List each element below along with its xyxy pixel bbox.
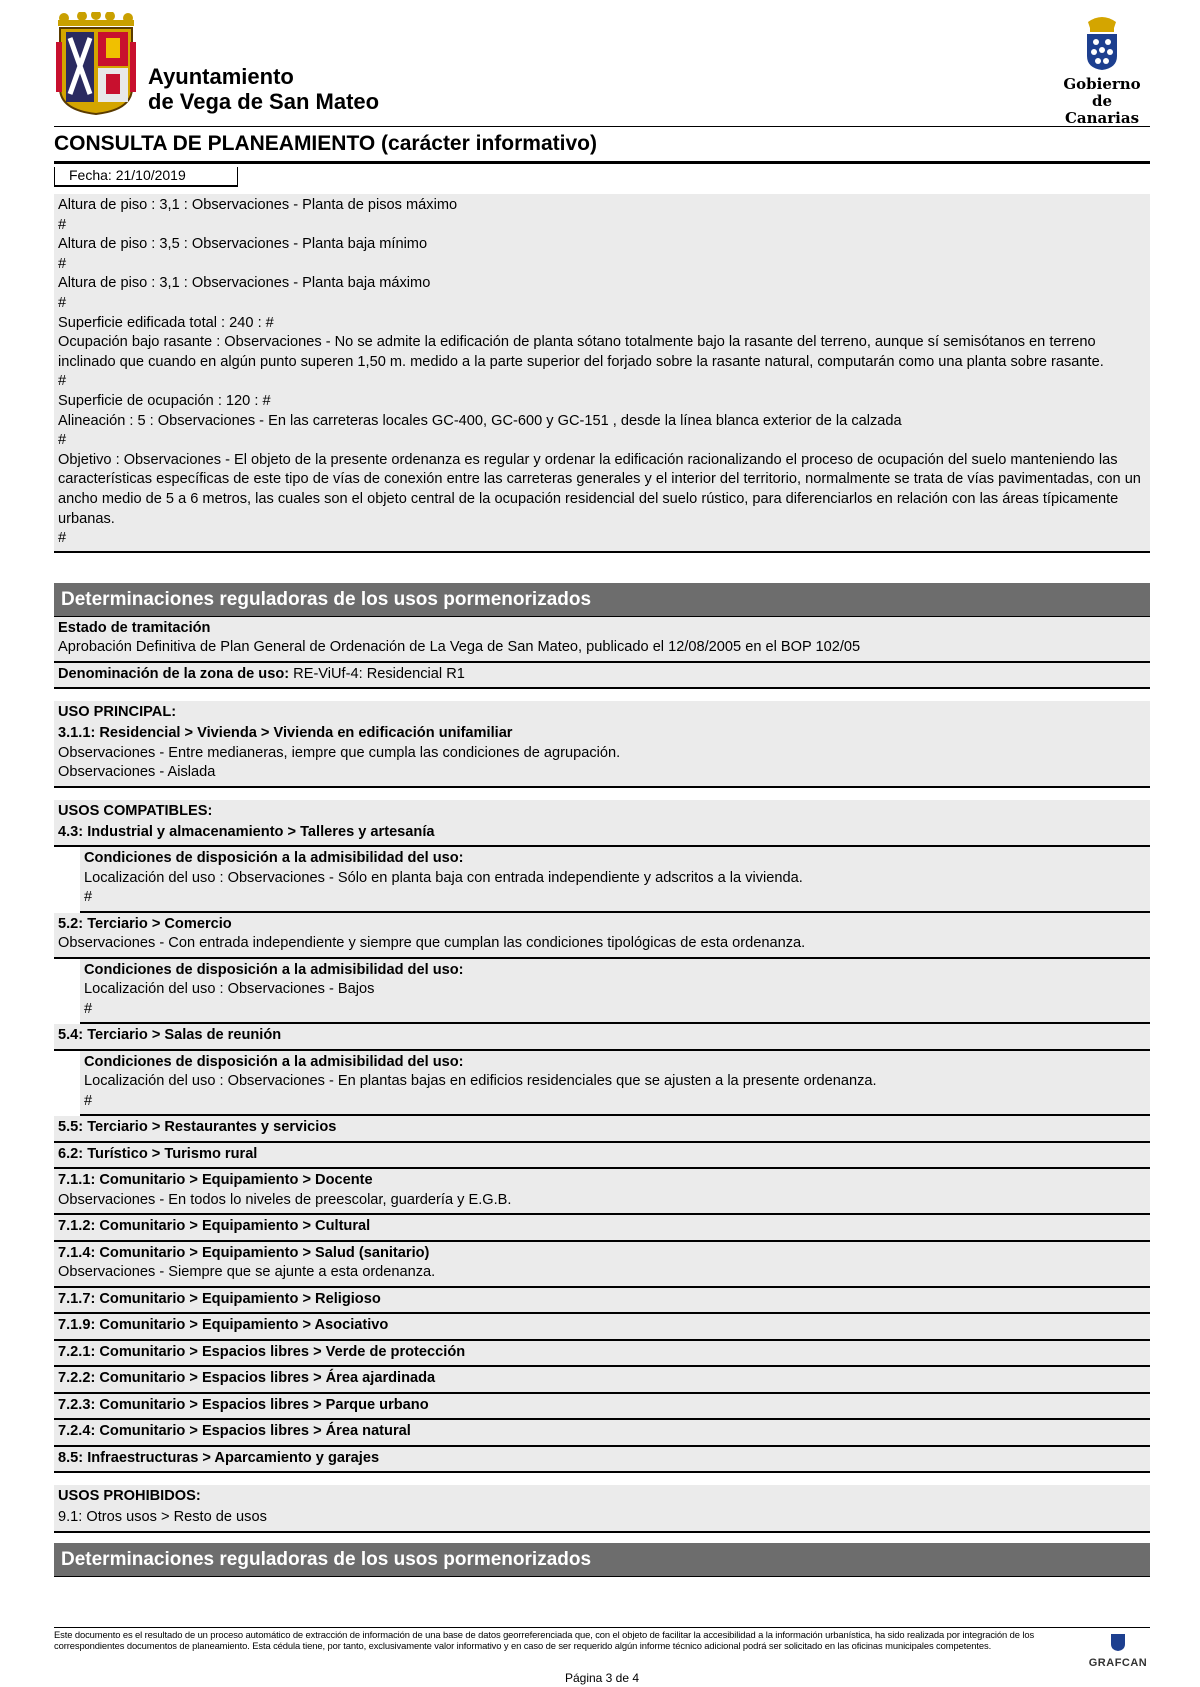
param-line: # — [58, 373, 67, 390]
uso-item — [54, 1169, 1150, 1215]
param-line: Ocupación bajo rasante : Observaciones - No se admite la edificación de planta sótano totalmente bajo la rasante del terreno, aunque sí semisótanos en terreno inclinado que cuando en algún punto superen 1,50 m. medido a la parte superior del forjado sobre la rasante natural, computarán como una planta sobre rasante. — [58, 334, 1104, 370]
condiciones-label: Condiciones de disposición a la admisibilidad del uso: — [84, 850, 464, 867]
page-number: Página 3 de 4 — [564, 1671, 640, 1685]
uso-title: 7.2.3: Comunitario > Espacios libres > Parque urbano — [58, 1396, 429, 1413]
page-title: CONSULTA DE PLANEAMIENTO (carácter informativo) — [54, 132, 597, 155]
condiciones-block — [80, 959, 1150, 1025]
uso-item — [54, 1367, 1150, 1394]
date-label: Fecha: 21/10/2019 — [54, 167, 238, 187]
condiciones-label: Condiciones de disposición a la admisibilidad del uso: — [84, 961, 464, 978]
uso-obs: Observaciones - En todos lo niveles de preescolar, guardería y E.G.B. — [58, 1191, 512, 1208]
disclaimer-text: Este documento es el resultado de un proceso automático de extracción de información de una base de datos georreferenciada que, con el objeto de facilitar la accesibilidad a la información urbanística, ha sido realizada por integración de los correspondientes documentos de planeamiento. Esta cédula tiene, por tanto, exclusivamente valor informativo y en caso de ser requerido algún informe técnico adicional podrá ser solicitado en las oficinas municipales competentes. — [54, 1629, 1035, 1651]
uso-item — [54, 821, 1150, 848]
hash-mark: # — [84, 1000, 93, 1017]
param-line: Objetivo : Observaciones - El objeto de la presente ordenanza es regular y ordenar la edificación racionalizando el proceso de ocupación del suelo manteniendo las características específicas de este tipo de vías de conexión entre las carreteras generales y el interior del territorio, normalmente se trata de vías pavimentadas, con un ancho medio de 5 a 6 metros, las cuales son el objeto central de la ocupación residencial del suelo rústico, para diferenciarlos en relación con las áreas típicamente urbanas. — [58, 451, 1141, 527]
uso-title: 7.1.4: Comunitario > Equipamiento > Salud (sanitario) — [58, 1244, 430, 1261]
uso-title: 7.2.1: Comunitario > Espacios libres > Verde de protección — [58, 1343, 466, 1360]
uso-title: 8.5: Infraestructuras > Aparcamiento y garajes — [58, 1449, 380, 1466]
municipality-line-2: de Vega de San Mateo — [148, 89, 380, 114]
uso-title: 7.1.7: Comunitario > Equipamiento > Religioso — [58, 1290, 381, 1307]
param-line: # — [58, 255, 67, 272]
title-row — [54, 127, 1150, 164]
uso-item — [54, 1288, 1150, 1315]
uso-item — [54, 1024, 1150, 1051]
grafcan-logo — [1088, 1632, 1148, 1669]
uso-item — [54, 1394, 1150, 1421]
usos-compatibles-label: USOS COMPATIBLES: — [54, 800, 1150, 821]
uso-title: 9.1: Otros usos > Resto de usos — [58, 1509, 267, 1526]
usos-prohibidos-label: USOS PROHIBIDOS: — [54, 1485, 1150, 1506]
page-header — [54, 0, 1150, 127]
estado-label: Estado de tramitación — [58, 619, 211, 636]
uso-item — [54, 1242, 1150, 1288]
uso-obs: Observaciones - Con entrada independiente y siempre que cumplan las condiciones tipológicas de esta ordenanza. — [58, 935, 806, 952]
condiciones-block — [80, 847, 1150, 913]
uso-item — [54, 1506, 1150, 1533]
param-line: Alineación : 5 : Observaciones - En las carreteras locales GC-400, GC-600 y GC-151 , desde la línea blanca exterior de la calzada — [58, 412, 902, 429]
uso-obs: Observaciones - Siempre que se ajunte a esta ordenanza. — [58, 1264, 436, 1281]
uso-item — [54, 1215, 1150, 1242]
estado-tramitacion — [54, 617, 1150, 663]
param-line: # — [58, 216, 67, 233]
uso-item — [54, 1314, 1150, 1341]
localizacion-text: Localización del uso : Observaciones - Bajos — [84, 981, 375, 998]
zona-uso — [54, 663, 1150, 690]
uso-title: 4.3: Industrial y almacenamiento > Talleres y artesanía — [58, 823, 435, 840]
uso-title: 5.4: Terciario > Salas de reunión — [58, 1027, 282, 1044]
zona-value: RE-ViUf-4: Residencial R1 — [293, 665, 465, 682]
grafcan-label: GRAFCAN — [1088, 1657, 1148, 1669]
uso-item — [54, 1420, 1150, 1447]
uso-title: 7.1.1: Comunitario > Equipamiento > Docente — [58, 1172, 373, 1189]
uso-title: 5.5: Terciario > Restaurantes y servicios — [58, 1119, 337, 1136]
uso-title: 7.2.4: Comunitario > Espacios libres > Área natural — [58, 1423, 411, 1440]
param-line: # — [58, 432, 67, 449]
uso-obs: Observaciones - Aislada — [58, 764, 216, 781]
param-line: Superficie de ocupación : 120 : # — [58, 392, 271, 409]
param-line: # — [58, 294, 67, 311]
condiciones-label: Condiciones de disposición a la admisibilidad del uso: — [84, 1053, 464, 1070]
uso-principal-label: USO PRINCIPAL: — [54, 701, 1150, 722]
municipality-line-1: Ayuntamiento — [148, 64, 294, 89]
uso-title: 6.2: Turístico > Turismo rural — [58, 1145, 258, 1162]
parameters-block — [54, 194, 1150, 553]
uso-item — [54, 1341, 1150, 1368]
gob-line-1: Gobierno — [1063, 75, 1141, 93]
gob-line-2: de Canarias — [1064, 92, 1140, 127]
grafcan-shield-icon — [1110, 1632, 1126, 1652]
page-footer — [54, 1627, 1150, 1685]
uso-item — [54, 1447, 1150, 1474]
municipality-name — [148, 64, 379, 114]
date-row — [54, 164, 1150, 194]
localizacion-text: Localización del uso : Observaciones - En plantas bajas en edificios residenciales que se ajusten a la presente ordenanza. — [84, 1073, 877, 1090]
uso-title: 7.1.9: Comunitario > Equipamiento > Asociativo — [58, 1317, 389, 1334]
hash-mark: # — [84, 889, 93, 906]
estado-text: Aprobación Definitiva de Plan General de Ordenación de La Vega de San Mateo, publicado el 12/08/2005 en el BOP 102/05 — [58, 639, 861, 656]
gobierno-canarias-logo — [1054, 12, 1150, 127]
uso-item — [54, 1116, 1150, 1143]
param-line: Altura de piso : 3,5 : Observaciones - Planta baja mínimo — [58, 236, 428, 253]
uso-title: 7.1.2: Comunitario > Equipamiento > Cultural — [58, 1218, 371, 1235]
uso-principal — [54, 722, 1150, 788]
condiciones-block — [80, 1051, 1150, 1117]
localizacion-text: Localización del uso : Observaciones - Sólo en planta baja con entrada independiente y adscritos a la vivienda. — [84, 869, 803, 886]
uso-item — [54, 913, 1150, 959]
uso-title: 3.1.1: Residencial > Vivienda > Vivienda en edificación unifamiliar — [58, 725, 513, 742]
canarias-shield-icon — [1082, 12, 1122, 72]
param-line: # — [58, 530, 67, 547]
uso-title: 5.2: Terciario > Comercio — [58, 915, 232, 932]
param-line: Superficie edificada total : 240 : # — [58, 314, 274, 331]
zona-label: Denominación de la zona de uso: — [58, 665, 290, 682]
param-line: Altura de piso : 3,1 : Observaciones - Planta baja máximo — [58, 275, 431, 292]
uso-obs: Observaciones - Entre medianeras, iempre que cumpla las condiciones de agrupación. — [58, 744, 621, 761]
uso-item — [54, 1143, 1150, 1170]
coat-of-arms-icon — [54, 12, 138, 116]
section-header: Determinaciones reguladoras de los usos pormenorizados — [54, 583, 1150, 617]
section-header: Determinaciones reguladoras de los usos pormenorizados — [54, 1543, 1150, 1577]
hash-mark: # — [84, 1092, 93, 1109]
document-page — [54, 0, 1150, 1577]
param-line: Altura de piso : 3,1 : Observaciones - Planta de pisos máximo — [58, 197, 458, 213]
uso-title: 7.2.2: Comunitario > Espacios libres > Área ajardinada — [58, 1370, 436, 1387]
